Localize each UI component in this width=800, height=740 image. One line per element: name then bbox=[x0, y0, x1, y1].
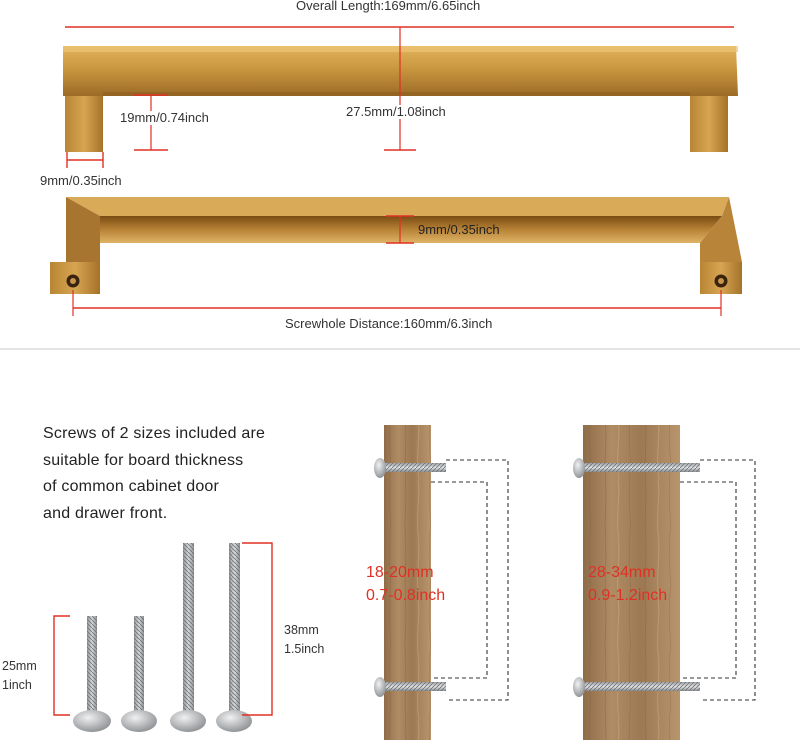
screwhole-distance-label: Screwhole Distance:160mm/6.3inch bbox=[285, 316, 493, 331]
leg-height-label: 19mm/0.74inch bbox=[120, 110, 209, 125]
description-line-4: and drawer front. bbox=[43, 504, 168, 522]
board-thin-mm-label: 18-20mm bbox=[366, 564, 434, 581]
short-screw-mm-label: 25mm bbox=[2, 659, 37, 673]
overall-length-label: Overall Length:169mm/6.65inch bbox=[296, 0, 481, 13]
long-screw-1 bbox=[170, 543, 206, 732]
short-screw-inch-label: 1inch bbox=[2, 678, 32, 692]
long-screw-mm-label: 38mm bbox=[284, 623, 319, 637]
total-height-label: 27.5mm/1.08inch bbox=[346, 104, 446, 119]
short-screw-1 bbox=[73, 616, 111, 732]
handle-perspective-view bbox=[50, 197, 742, 294]
leg-width-label: 9mm/0.35inch bbox=[40, 173, 122, 188]
bar-thickness-label: 9mm/0.35inch bbox=[418, 222, 500, 237]
screw-set bbox=[73, 543, 252, 732]
short-screw-bracket bbox=[54, 616, 70, 715]
long-screw-bracket bbox=[242, 543, 272, 715]
short-screw-2 bbox=[121, 616, 157, 732]
screw-description bbox=[43, 421, 265, 527]
description-line-3: of common cabinet door bbox=[43, 478, 220, 495]
board-thick-mm-label: 28-34mm bbox=[588, 564, 656, 581]
board-thin-inch-label: 0.7-0.8inch bbox=[366, 587, 446, 604]
description-line-2: suitable for board thickness bbox=[43, 451, 244, 469]
long-screw-inch-label: 1.5inch bbox=[284, 642, 325, 656]
description-line-1: Screws of 2 sizes included are bbox=[43, 425, 266, 442]
board-thick-inch-label: 0.9-1.2inch bbox=[588, 587, 668, 604]
long-screw-2 bbox=[216, 543, 252, 732]
